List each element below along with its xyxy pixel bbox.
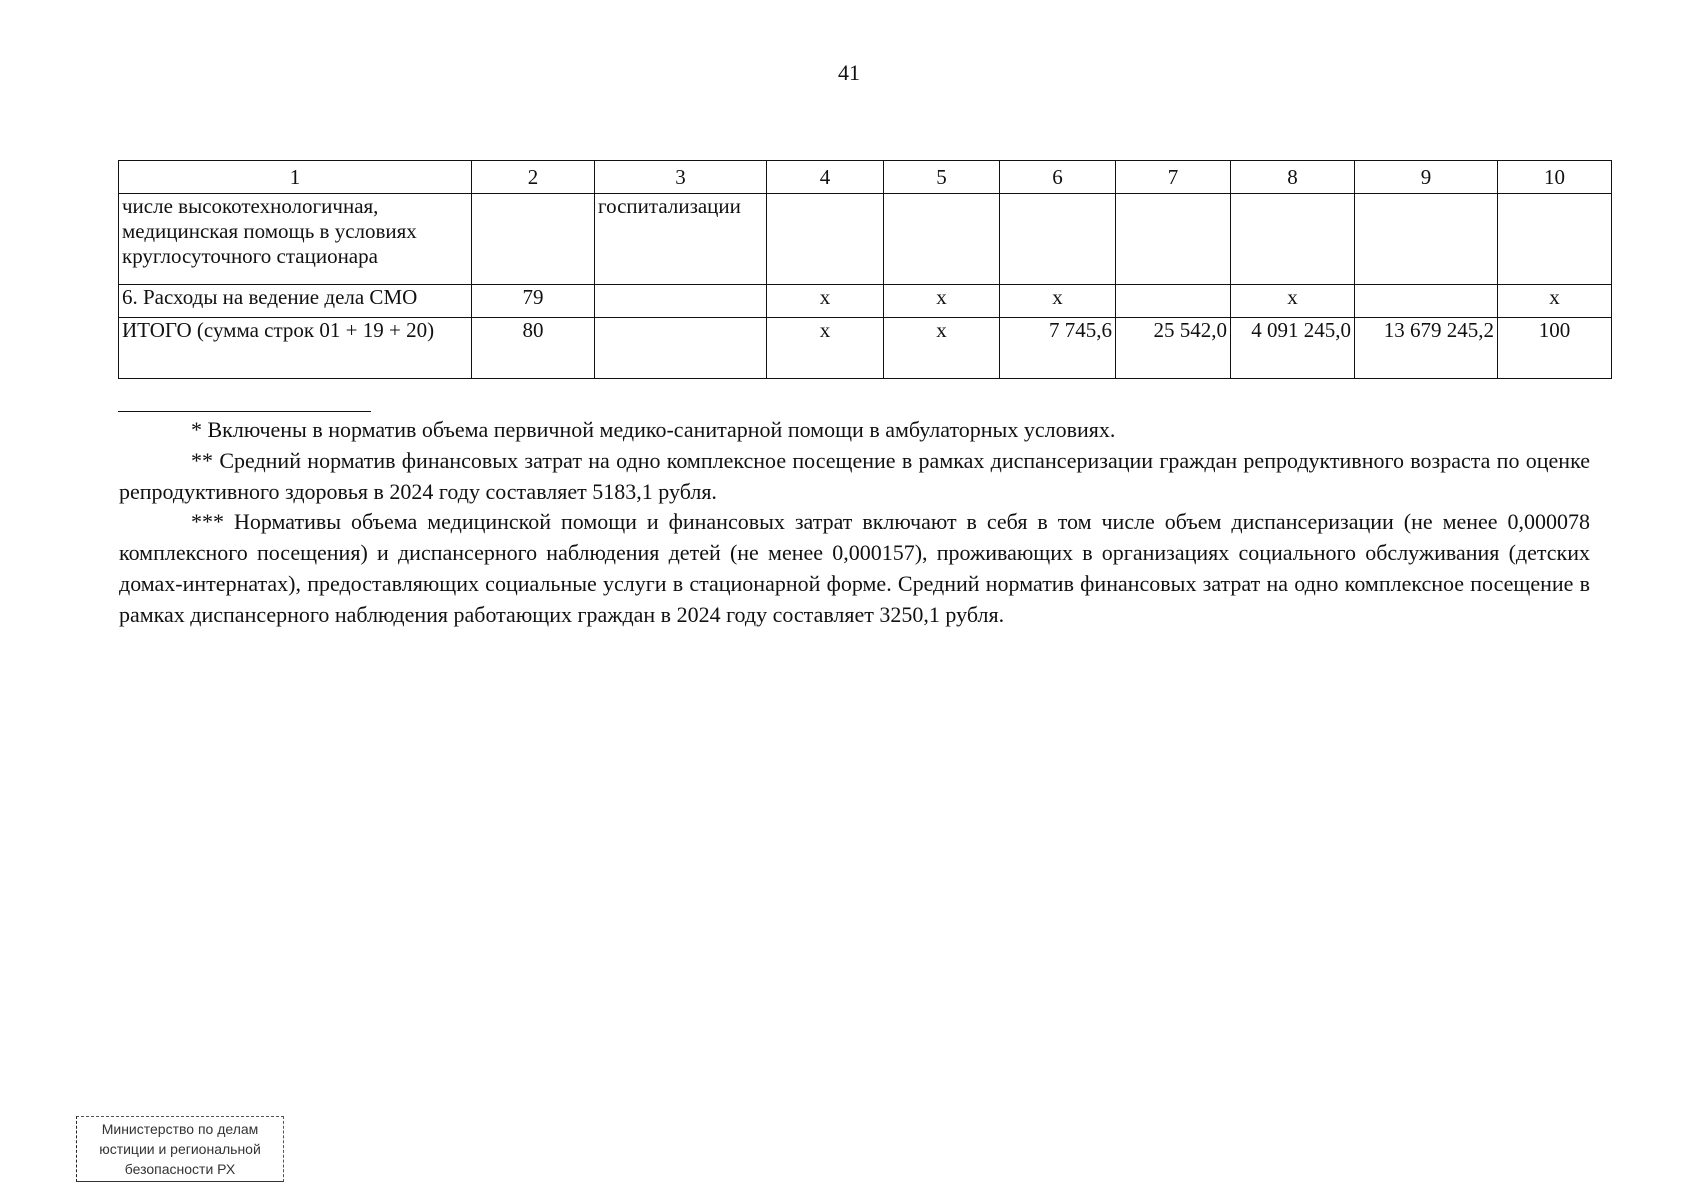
header-cell: 2 [472,161,595,194]
table-cell: х [767,318,884,379]
table-cell [595,285,767,318]
row-label-cell: 6. Расходы на ведение дела СМО [119,285,472,318]
table-cell: х [1498,285,1612,318]
header-cell: 3 [595,161,767,194]
table-cell: х [1000,285,1116,318]
table-cell: х [884,318,1000,379]
table-cell [884,194,1000,285]
header-cell: 10 [1498,161,1612,194]
table-cell: 100 [1498,318,1612,379]
stamp-line: Министерство по делам [101,1121,259,1137]
table-cell [1116,194,1231,285]
table-header-row [119,161,1612,194]
header-cell: 8 [1231,161,1355,194]
footnote: ** Средний норматив финансовых затрат на одно комплексное посещение в рамках диспансеризации граждан репродуктивного возраста по оценке репродуктивного здоровья в 2024 году составляет 5183,1 рубля. [119,447,1590,504]
data-table [118,160,1612,379]
table-cell: х [767,285,884,318]
row-label-cell: ИТОГО (сумма строк 01 + 19 + 20) [119,318,472,379]
table-cell: госпитализации [595,194,767,285]
table-cell [595,318,767,379]
table-row [119,318,1612,379]
table-row [119,194,1612,285]
table-cell: х [1231,285,1355,318]
table-cell [1231,194,1355,285]
header-cell: 1 [119,161,472,194]
footnote: *** Нормативы объема медицинской помощи и финансовых затрат включают в себя в том числе объем диспансеризации (не менее 0,000078 комплексного посещения) и диспансерного наблюдения детей (не менее 0,000157), проживающих в организациях социального обслуживания (детских домах-интернатах), предоставляющих социальные услуги в стационарной форме. Средний норматив финансовых затрат на одно комплексное посещение в рамках диспансерного наблюдения работающих граждан в 2024 году составляет 3250,1 рубля. [119,509,1590,627]
table-cell [767,194,884,285]
table-cell [1000,194,1116,285]
header-cell: 7 [1116,161,1231,194]
table-cell: 80 [472,318,595,379]
table-cell [1355,285,1498,318]
table-row [119,285,1612,318]
table-cell [1498,194,1612,285]
table-cell: х [884,285,1000,318]
table-cell: 25 542,0 [1116,318,1231,379]
header-cell: 4 [767,161,884,194]
table-cell [1355,194,1498,285]
table-cell [472,194,595,285]
table-cell: 4 091 245,0 [1231,318,1355,379]
footnotes [119,415,1590,631]
stamp-line: юстиции и региональной [99,1141,261,1157]
page-number: 41 [838,60,860,85]
stamp-line: безопасности РХ [124,1161,236,1177]
header-cell: 6 [1000,161,1116,194]
table-cell [1116,285,1231,318]
header-cell: 9 [1355,161,1498,194]
table-cell: 13 679 245,2 [1355,318,1498,379]
registration-stamp [76,1116,284,1182]
row-label-cell: числе высокотехнологичная, медицинская помощь в условиях круглосуточного стационара [119,194,472,285]
table-cell: 79 [472,285,595,318]
header-cell: 5 [884,161,1000,194]
footnote-divider [118,411,371,412]
table-cell: 7 745,6 [1000,318,1116,379]
footnote: * Включены в норматив объема первичной медико-санитарной помощи в амбулаторных условиях. [191,417,1116,442]
